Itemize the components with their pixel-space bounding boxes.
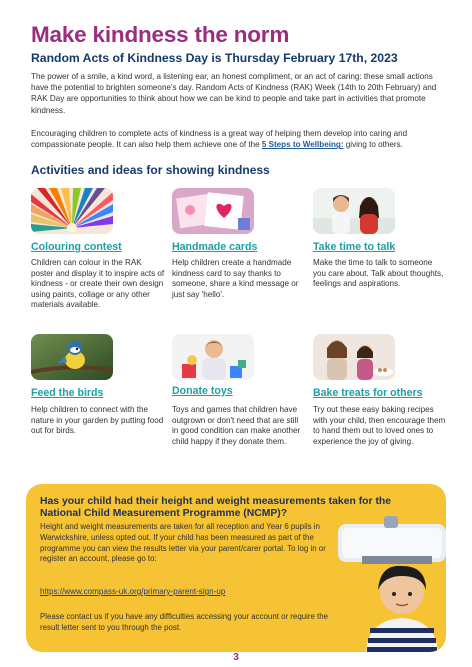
blue-tit-bird-photo [31,334,113,380]
activity-title-bake[interactable]: Bake treats for others [313,387,423,399]
child-with-toys-photo [172,334,254,380]
activities-heading: Activities and ideas for showing kindness [31,163,270,177]
children-talking-photo [313,188,395,234]
ncmp-contact-text: Please contact us if you have any difficulties accessing your account or require the result letter sent to you through the post. [40,612,329,632]
handmade-card-photo [172,188,254,234]
coloured-pencils-photo [31,188,113,234]
activity-title-cards[interactable]: Handmade cards [172,241,258,253]
wellbeing-paragraph [31,128,443,150]
wellbeing-text-after: giving to others. [343,140,403,150]
five-steps-link[interactable]: 5 Steps to Wellbeing: [261,140,344,150]
wellbeing-text-before: Encouraging children to complete acts of kindness is a great way of helping them develop into caring and compassionate people. It can also help them achieve one of the [31,129,408,150]
ncmp-info-box [26,484,446,652]
activity-title-talk[interactable]: Take time to talk [313,241,396,253]
child-height-measurement-photo [332,512,446,652]
activity-text-talk: Make the time to talk to someone you care about. Talk about thoughts, feelings and aspirations. [313,258,444,289]
activity-text-bake: Try out these easy baking recipes with your child, then encourage them to hand them out to loved ones to experience the joy of giving. [313,405,446,446]
activity-title-colouring[interactable]: Colouring contest [31,241,122,253]
ncmp-heading: Has your child had their height and weight measurements taken for the National Child Measurement Programme (NCMP)? [40,496,392,519]
activity-text-birds: Help children to connect with the nature in your garden by putting food out for birds. [31,405,164,436]
activity-title-birds[interactable]: Feed the birds [31,387,104,399]
page-number: 3 [233,652,239,663]
activity-title-toys[interactable]: Donate toys [172,385,233,397]
ncmp-text: Height and weight measurements are taken for all reception and Year 6 pupils in Warwickshire, unless opted out. If your child has been measured as part of the programme you can view the results letter via your parent/carer portal. To log in or register an account, please go to: [40,522,326,564]
baking-together-photo [313,334,395,380]
page-title: Make kindness the norm [31,22,290,47]
activity-text-colouring: Children can colour in the RAK poster and display it to inspire acts of kindness - or create their own design using paints, collage or any other materials available. [31,258,165,310]
intro-paragraph: The power of a smile, a kind word, a listening ear, an honest compliment, or an act of caring: these small actions have the potential to brighten someone's day. Random Acts of Kindness (RAK) Week (14th to 20th February) and RAK Day are opportunities to think about how we can be kind to people and take part in activities that promote kindness. [31,72,437,115]
activity-text-toys: Toys and games that children have outgrown or don't need that are still in good condition can make another child happy if they donate them. [172,405,301,446]
compass-signup-link[interactable]: https://www.compass-uk.org/primary-parent-sign-up [40,587,226,596]
page-subtitle: Random Acts of Kindness Day is Thursday February 17th, 2023 [31,51,398,65]
activity-text-cards: Help children create a handmade kindness card to say thanks to someone, share a kind message or just say 'hello'. [172,258,299,299]
